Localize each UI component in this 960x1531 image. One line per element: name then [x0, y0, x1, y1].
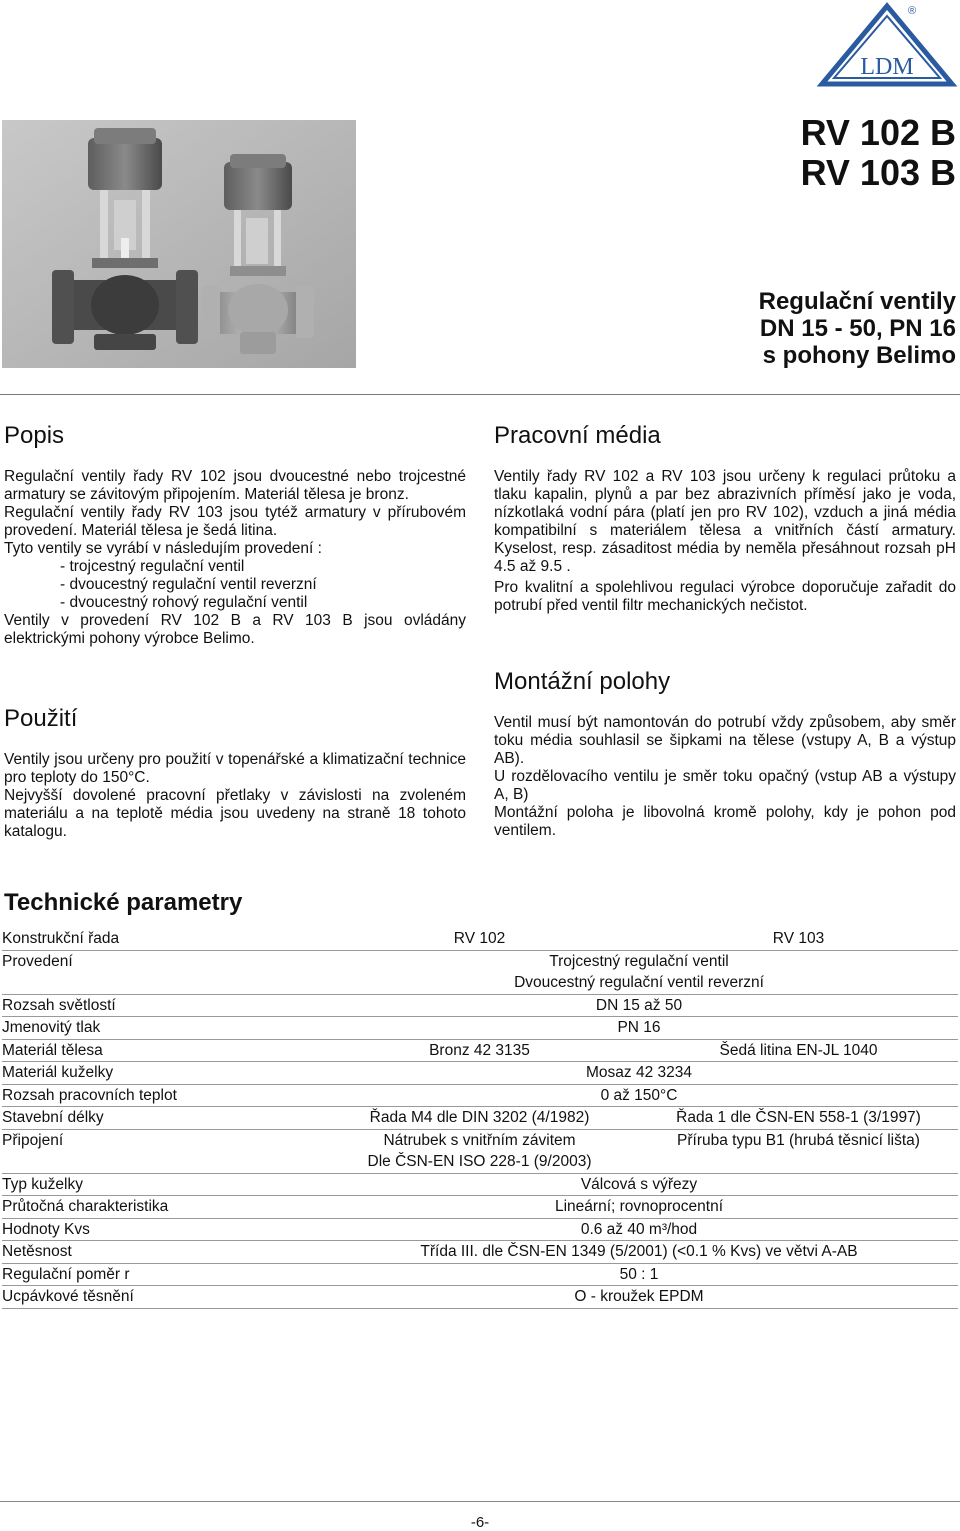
tech-table	[2, 928, 958, 1309]
cell-rv103: Příruba typu B1 (hrubá těsnicí lišta)	[677, 1131, 920, 1149]
cell-value: DN 15 až 50	[320, 994, 958, 1017]
row-label: Rozsah světlostí	[2, 994, 320, 1017]
cell-rv103: Šedá litina EN-JL 1040	[639, 1039, 958, 1062]
popis-p1: Regulační ventily řady RV 102 jsou dvoucestné nebo trojcestné armatury se závitovým připojením. Materiál tělesa je bronz.	[4, 468, 466, 503]
table-row	[2, 1263, 958, 1286]
row-label: Netěsnost	[2, 1241, 320, 1264]
row-label: Typ kuželky	[2, 1173, 320, 1196]
table-row	[2, 1039, 958, 1062]
popis-p2: Regulační ventily řady RV 103 jsou tytéž armatury v přírubovém provedení. Materiál tělesa je šedá litina.	[4, 504, 466, 539]
footer-divider	[0, 1501, 960, 1502]
table-row	[2, 972, 958, 994]
table-row	[2, 950, 958, 972]
ldm-logo	[816, 2, 958, 88]
montaz-p2: U rozdělovacího ventilu je směr toku opačný (vstup AB a výstupy A, B)	[494, 768, 956, 803]
table-row	[2, 1107, 958, 1130]
cell-value: 0.6 až 40 m³/hod	[320, 1218, 958, 1241]
row-label: Provedení	[2, 952, 73, 970]
table-row	[2, 994, 958, 1017]
popis-p3: Tyto ventily se vyrábí v následujím provedení :	[4, 540, 322, 557]
row-label: Materiál tělesa	[2, 1039, 320, 1062]
table-row	[2, 1218, 958, 1241]
table-row	[2, 1151, 958, 1173]
montaz-heading: Montážní polohy	[494, 668, 671, 695]
pouziti-heading: Použití	[4, 705, 78, 732]
cell-value: 0 až 150°C	[320, 1084, 958, 1107]
cell-value: 50 : 1	[320, 1263, 958, 1286]
row-label: Ucpávkové těsnění	[2, 1286, 320, 1309]
row-label: Stavební délky	[2, 1107, 320, 1130]
table-row	[2, 1241, 958, 1264]
cell-rv103: RV 103	[639, 928, 958, 950]
popis-item-2: - dvoucestný regulační ventil reverzní	[60, 576, 317, 593]
row-label: Jmenovitý tlak	[2, 1017, 320, 1040]
media-p1: Ventily řady RV 102 a RV 103 jsou určeny k regulaci průtoku a tlaku kapalin, plynů a par bez abrazivních příměsí jako je voda, nízkotlaká vodní pára (platí jen pro RV 102), vzduch a jiná média kompatibilní s materiálem tělesa a vnitřních částí armatury. Kyselost, resp. zásaditost média by neměla přesáhnout rozsah pH 4.5 až 9.5 .	[494, 468, 956, 575]
row-label: Rozsah pracovních teplot	[2, 1084, 320, 1107]
table-row	[2, 1129, 958, 1151]
row-label: Připojení	[2, 1131, 64, 1149]
montaz-p3: Montážní poloha je libovolná kromě polohy, kdy je pohon pod ventilem.	[494, 804, 956, 839]
row-label: Konstrukční řada	[2, 928, 320, 950]
logo-text: LDM	[860, 54, 914, 80]
row-label: Materiál kuželky	[2, 1062, 320, 1085]
subtitle-line3: s pohony Belimo	[762, 342, 956, 369]
cell-value: Válcová s výřezy	[320, 1173, 958, 1196]
cell-rv103: Řada 1 dle ČSN-EN 558-1 (3/1997)	[639, 1107, 958, 1130]
cell-rv102: Nátrubek s vnitřním závitem	[383, 1131, 576, 1149]
model-title-line2: RV 103 B	[800, 152, 956, 193]
row-label: Regulační poměr r	[2, 1263, 320, 1286]
page-number: -6-	[470, 1514, 490, 1531]
cell-value: PN 16	[320, 1017, 958, 1040]
subtitle-line1: Regulační ventily	[758, 288, 956, 315]
media-heading: Pracovní média	[494, 422, 661, 449]
popis-item-3: - dvoucestný rohový regulační ventil	[60, 594, 308, 611]
popis-item-1: - trojcestný regulační ventil	[60, 558, 245, 575]
table-row	[2, 1017, 958, 1040]
montaz-p1: Ventil musí být namontován do potrubí vždy způsobem, aby směr toku média souhlasil se šipkami na tělese (vstupy A, B a výstup AB).	[494, 714, 956, 767]
media-p2: Pro kvalitní a spolehlivou regulaci výrobce doporučuje zařadit do potrubí před ventil filtr mechanických nečistot.	[494, 579, 956, 614]
header-divider	[0, 394, 960, 395]
pouziti-text	[4, 751, 466, 841]
popis-p4: Ventily v provedení RV 102 B a RV 103 B jsou ovládány elektrickými pohony výrobce Belimo.	[4, 612, 466, 647]
row-label: Průtočná charakteristika	[2, 1196, 320, 1219]
cell-value: Mosaz 42 3234	[320, 1062, 958, 1085]
subtitle	[759, 288, 956, 369]
cell-value: Třída III. dle ČSN-EN 1349 (5/2001) (<0.1 % Kvs) ve větvi A-AB	[320, 1241, 958, 1264]
product-photo	[2, 120, 356, 368]
cell-value: Lineární; rovnoprocentní	[320, 1196, 958, 1219]
cell-rv102: Bronz 42 3135	[320, 1039, 639, 1062]
table-row	[2, 1084, 958, 1107]
registered-mark: ®	[908, 5, 917, 17]
montaz-text	[494, 714, 956, 840]
tech-heading: Technické parametry	[4, 889, 243, 916]
pouziti-p1: Ventily jsou určeny pro použití v topenářské a klimatizační technice pro teploty do 150°C.	[4, 751, 466, 786]
cell-value: Dvoucestný regulační ventil reverzní	[320, 972, 958, 994]
cell-rv102: Dle ČSN-EN ISO 228-1 (9/2003)	[320, 1151, 639, 1173]
popis-text	[4, 468, 466, 648]
table-row	[2, 1196, 958, 1219]
table-row	[2, 1173, 958, 1196]
row-label: Hodnoty Kvs	[2, 1218, 320, 1241]
media-text	[494, 468, 956, 615]
valves-illustration	[2, 120, 356, 368]
popis-heading: Popis	[4, 422, 65, 449]
table-row	[2, 1062, 958, 1085]
cell-value: Trojcestný regulační ventil	[549, 952, 729, 970]
table-row	[2, 928, 958, 950]
table-row	[2, 1286, 958, 1309]
cell-value: O - kroužek EPDM	[320, 1286, 958, 1309]
cell-rv102: RV 102	[320, 928, 639, 950]
model-title	[801, 113, 956, 193]
model-title-line1: RV 102 B	[800, 112, 956, 153]
subtitle-line2: DN 15 - 50, PN 16	[759, 315, 956, 342]
cell-rv102: Řada M4 dle DIN 3202 (4/1982)	[320, 1107, 639, 1130]
pouziti-p2: Nejvyšší dovolené pracovní přetlaky v závislosti na zvoleném materiálu a na teplotě média jsou uvedeny na straně 18 tohoto katalogu.	[4, 787, 466, 840]
